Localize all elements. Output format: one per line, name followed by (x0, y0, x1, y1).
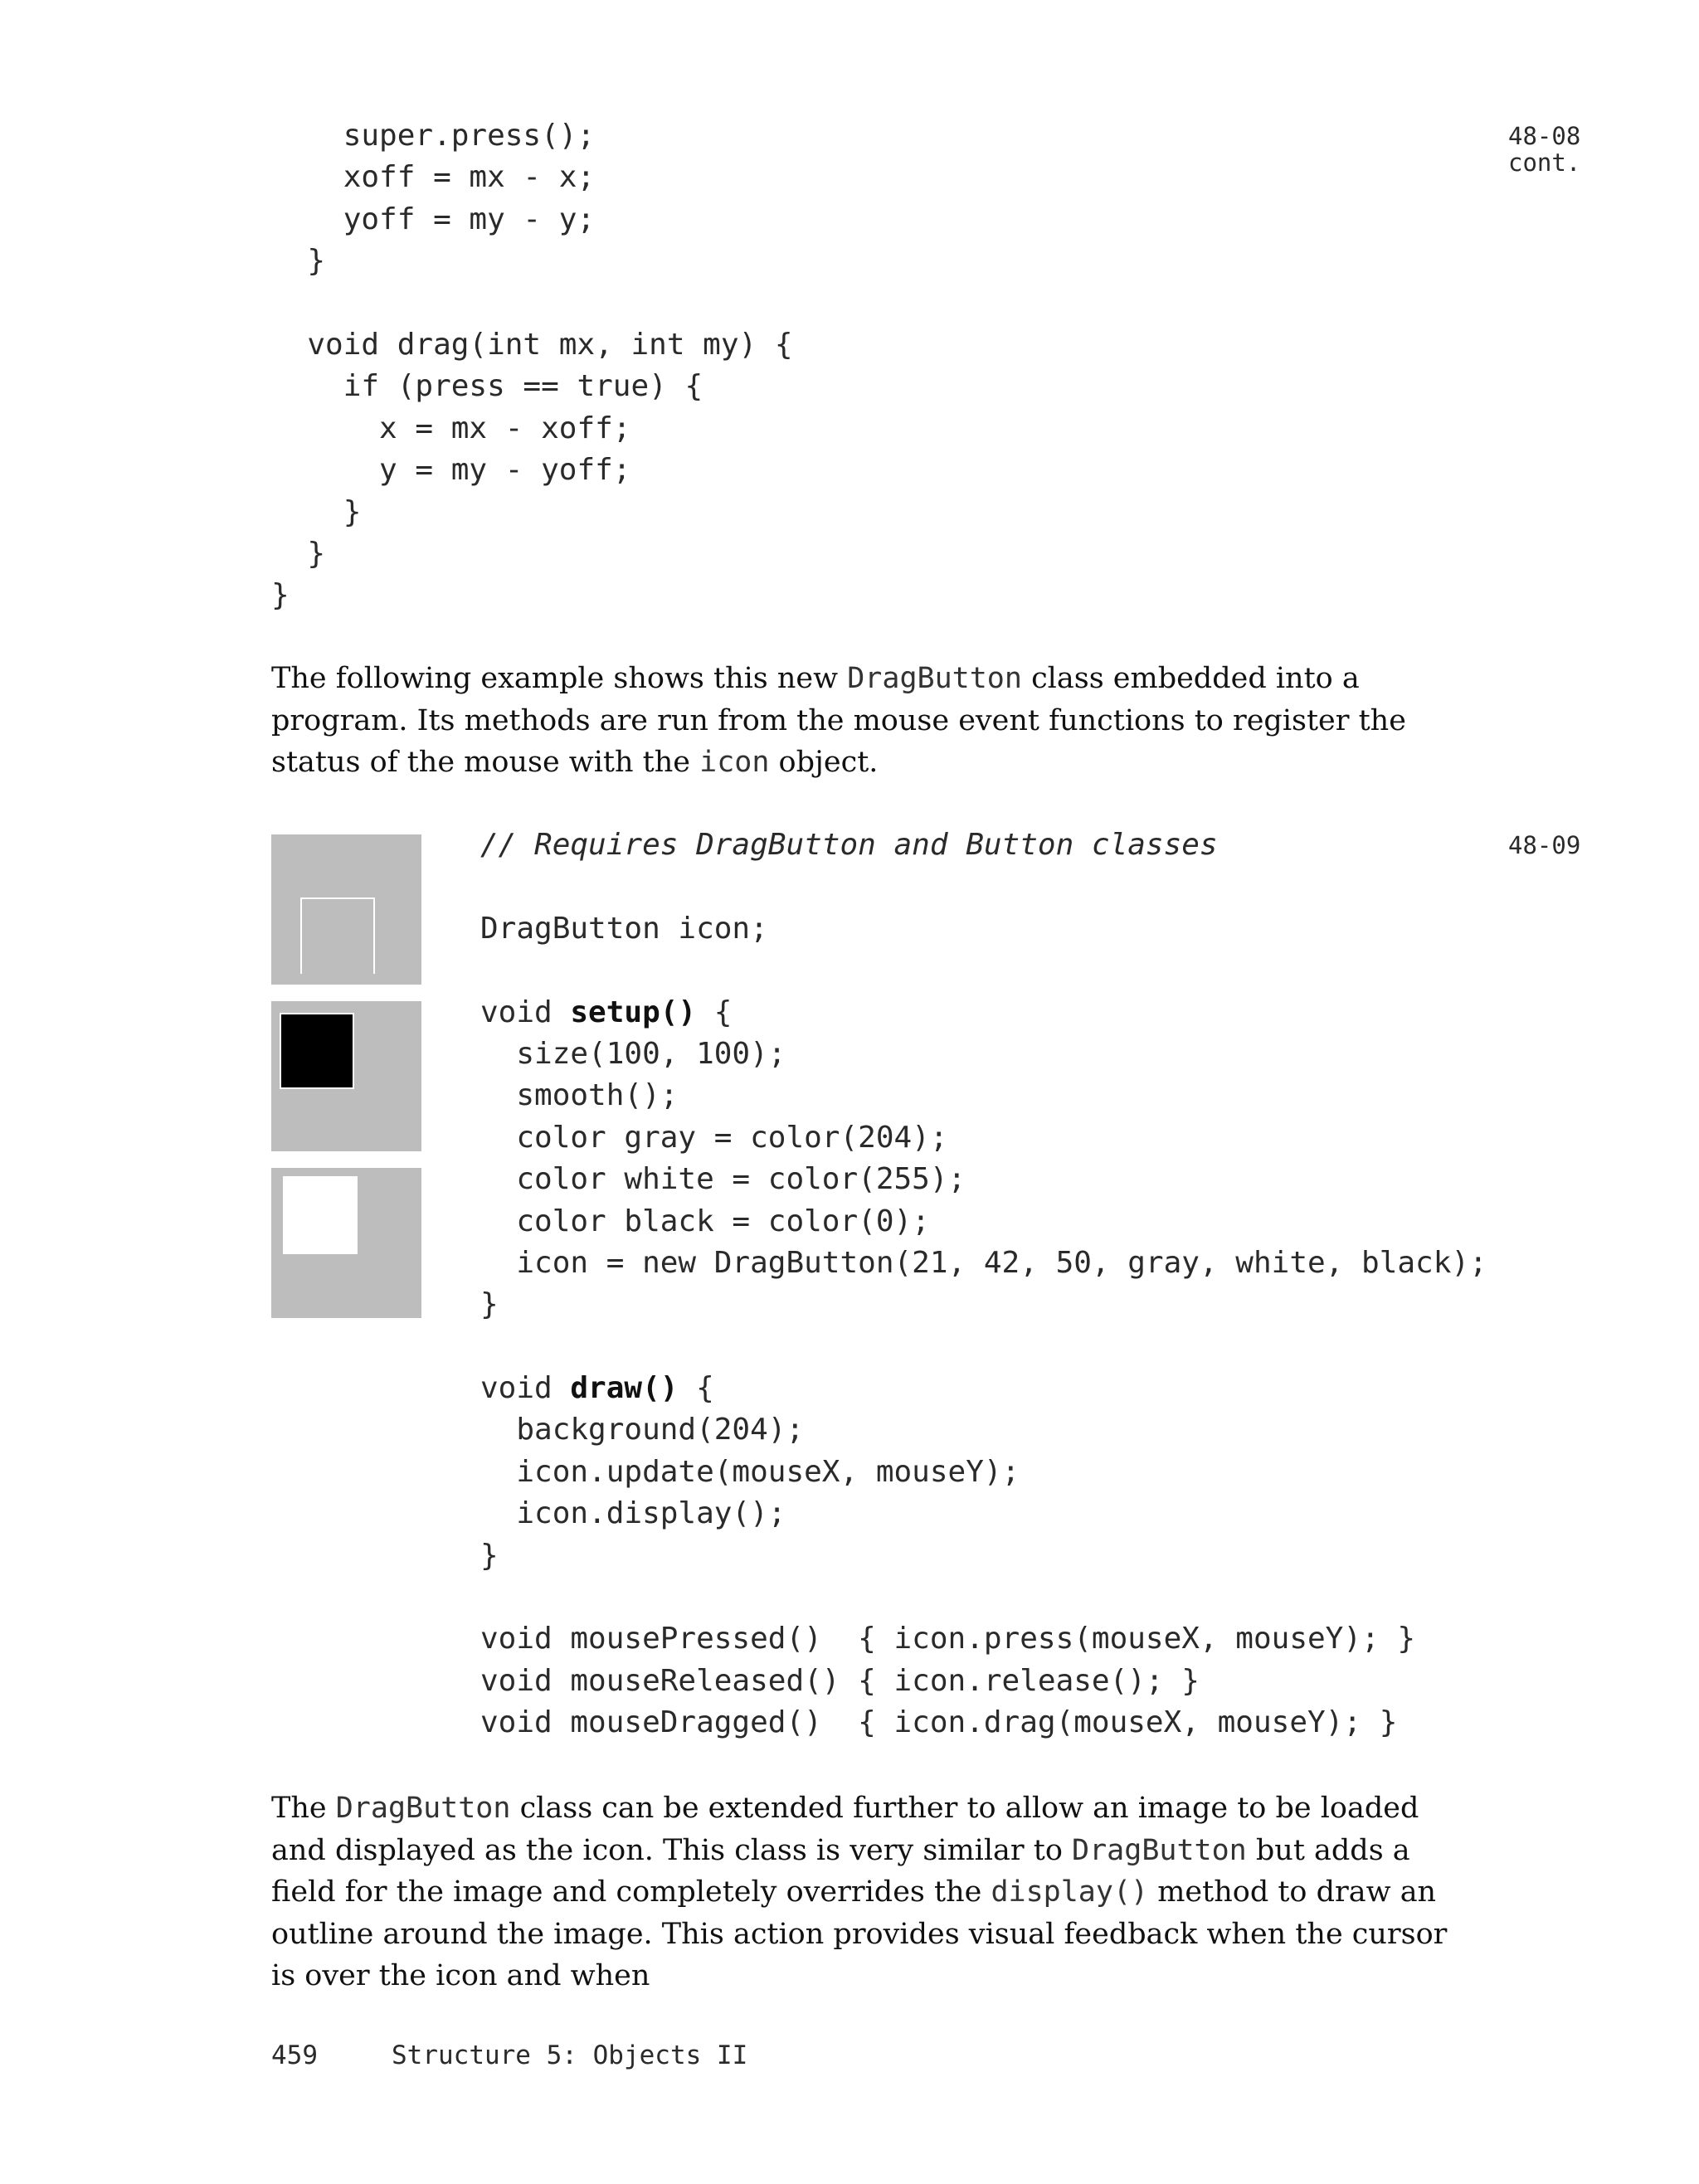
code-line: color gray = color(204); (480, 1120, 948, 1155)
button-hover-shape (283, 1176, 358, 1254)
code-line: xoff = mx - x; (271, 160, 596, 195)
code-line: super.press(); (271, 119, 596, 153)
code-comment (480, 824, 1487, 866)
code-line: } (271, 578, 290, 613)
code-line: icon.display(); (480, 1496, 786, 1531)
button-outline-shape (300, 897, 375, 974)
code-line: void mouseReleased() { icon.release(); } (480, 1663, 1200, 1698)
code-line: } (480, 1287, 499, 1322)
example-number-label: 48-08 cont. (1508, 122, 1581, 177)
code-line (480, 1326, 1487, 1368)
code-line (271, 283, 793, 324)
code-line (480, 1577, 1487, 1618)
code-line: icon.update(mouseX, mouseY); (480, 1454, 1020, 1489)
code-line (480, 950, 1487, 991)
code-line: x = mx - xoff; (271, 411, 631, 445)
code-line: DragButton icon; (480, 911, 768, 946)
code-line: void mousePressed() { icon.press(mouseX, mouseY); } (480, 1622, 1416, 1656)
code-line: y = my - yoff; (271, 453, 631, 488)
code-line: icon = new DragButton(21, 42, 50, gray, white, black); (480, 1245, 1487, 1280)
code-line: if (press == true) { (271, 369, 703, 404)
paragraph-text: The following example shows this new (271, 662, 848, 695)
paragraph-text: class can be extended further to allow an image to be loaded and displayed as the icon. This class is very similar to (271, 1792, 1419, 1867)
inline-code: DragButton (847, 662, 1022, 695)
code-line: size(100, 100); (480, 1036, 786, 1071)
paragraph-text: The (271, 1792, 336, 1825)
brace-text: { (678, 1371, 714, 1406)
inline-code: icon (699, 746, 770, 779)
example-thumbnail-pressed (271, 1001, 421, 1151)
code-line: yoff = my - y; (271, 202, 596, 236)
function-name: setup() (570, 995, 697, 1029)
code-line (480, 866, 1487, 907)
paragraph-text: but adds a field for the image and completely overrides the (271, 1833, 1410, 1909)
code-line-draw (480, 1368, 1487, 1409)
code-line: color black = color(0); (480, 1204, 930, 1238)
code-line: } (271, 494, 362, 529)
inline-code: display() (991, 1875, 1149, 1909)
code-line: } (271, 536, 326, 571)
button-pressed-shape (280, 1013, 354, 1089)
code-line: } (271, 244, 326, 279)
code-line: void drag(int mx, int my) { (271, 327, 793, 362)
code-line: color white = color(255); (480, 1162, 966, 1197)
paragraph-text: method to draw an outline around the image. This action provides visual feedback when the cursor is over the icon and when (271, 1875, 1448, 1992)
code-line: } (480, 1538, 499, 1573)
example-number-label: 48-09 (1508, 831, 1581, 859)
comment-text: // Requires DragButton and Button classes (480, 828, 1218, 862)
code-listing-48-09 (480, 824, 1487, 1744)
inline-code: DragButton (335, 1792, 511, 1825)
body-paragraph (271, 1788, 1466, 1997)
example-thumbnail-hover (271, 1168, 421, 1318)
code-line: smooth(); (480, 1078, 679, 1113)
code-line: background(204); (480, 1413, 805, 1447)
brace-text: { (696, 995, 733, 1029)
function-name: draw() (570, 1371, 679, 1406)
page-number: 459 (271, 2041, 318, 2070)
paragraph-text: object. (769, 746, 879, 779)
example-thumbnail-default (271, 834, 421, 985)
inline-code: DragButton (1072, 1833, 1247, 1867)
code-listing-48-08-cont (271, 115, 793, 617)
paragraph-text: class embedded into a program. Its methods are run from the mouse event functions to register the status of the mouse with the (271, 662, 1406, 779)
keyword-text: void (480, 1371, 571, 1406)
code-line: void mouseDragged() { icon.drag(mouseX, mouseY); } (480, 1705, 1398, 1740)
keyword-text: void (480, 995, 571, 1029)
running-footer-section: Structure 5: Objects II (392, 2041, 748, 2070)
body-paragraph (271, 658, 1466, 784)
code-line-setup (480, 992, 1487, 1034)
